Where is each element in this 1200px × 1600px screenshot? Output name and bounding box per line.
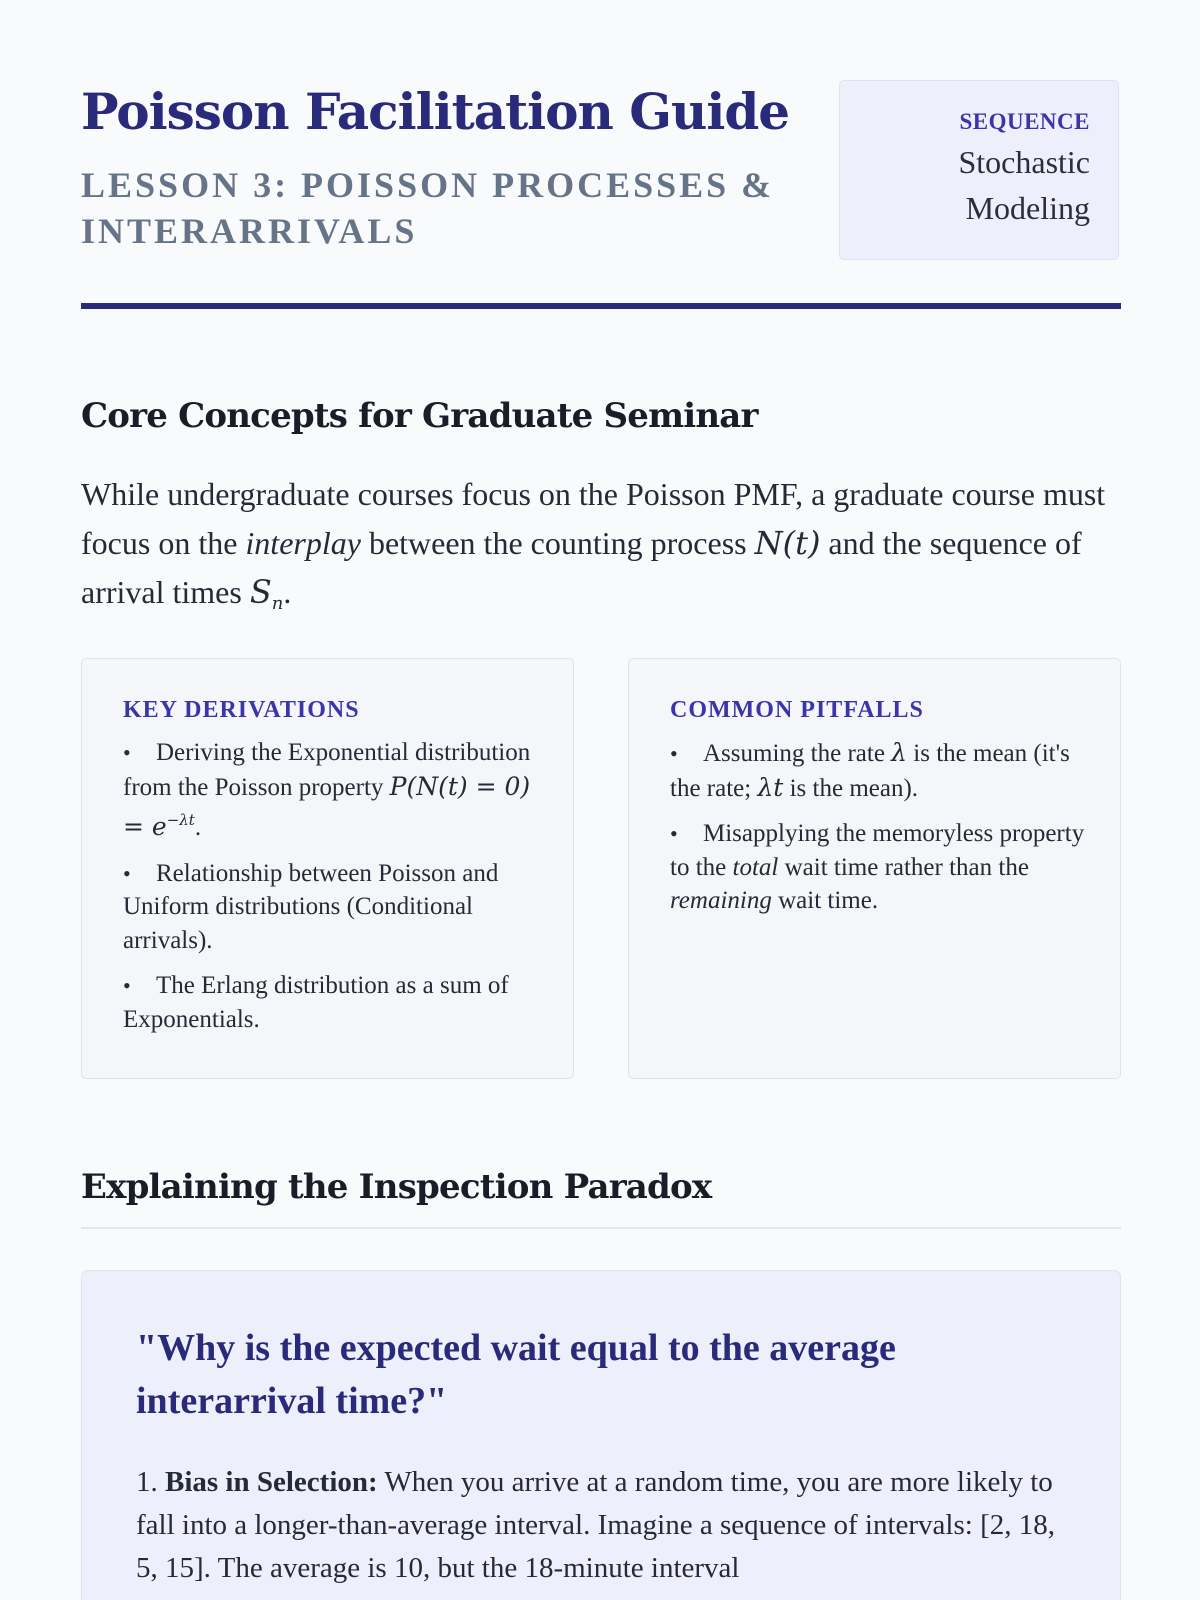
bullet-icon: • (670, 821, 678, 846)
pitfall-text: is the mean (it's the rate; (670, 740, 1070, 802)
intro-emphasis: interplay (245, 525, 361, 561)
key-derivations-card (81, 658, 574, 1079)
core-concepts-intro (81, 470, 1121, 628)
point-number: 1. (136, 1466, 158, 1498)
arrival-times-base: S (249, 573, 272, 611)
inspection-paradox-heading: Explaining the Inspection Paradox (81, 1167, 712, 1207)
list-item (670, 736, 1090, 805)
pitfall-emphasis: remaining (670, 887, 772, 914)
common-pitfalls-heading: COMMON PITFALLS (670, 697, 924, 723)
intro-text-3: and the sequence of arrival times (81, 525, 1082, 610)
core-concepts-heading: Core Concepts for Graduate Seminar (81, 396, 758, 436)
arrival-times-subscript: n (271, 593, 284, 614)
derivation-text: Relationship between Poisson and Uniform distributions (Conditional arrivals). (123, 859, 499, 954)
pitfall-text: wait time. (771, 887, 879, 914)
sequence-label: SEQUENCE (959, 109, 1090, 134)
page-title: Poisson Facilitation Guide (81, 82, 790, 141)
list-item (670, 817, 1090, 918)
intro-text-1: While undergraduate courses focus on the Poisson PMF, a graduate course must focus on the (81, 476, 1106, 561)
bullet-icon: • (123, 860, 131, 886)
zero-arrival-math: P(N(t) = 0) = e (123, 771, 531, 841)
pitfall-text: Assuming the rate (703, 740, 892, 767)
lesson-subtitle: LESSON 3: POISSON PROCESSES & INTERARRIVALS (81, 165, 775, 251)
zero-arrival-exponent: −λt (166, 811, 195, 829)
key-derivations-heading: KEY DERIVATIONS (123, 697, 360, 723)
point-text: When you arrive at a random time, you are more likely to fall into a longer-than-average interval. Imagine a sequence of intervals: [2, 18, 5, 15]. The average is 10, but the 18-minute interval (136, 1466, 1055, 1584)
list-item (123, 736, 543, 845)
list-item (123, 969, 543, 1036)
page (81, 0, 1121, 1600)
bullet-icon: • (123, 973, 131, 998)
key-derivations-list (123, 736, 543, 1036)
derivation-text: The Erlang distribution as a sum of Exponentials. (123, 972, 509, 1033)
arrival-times-math (249, 573, 284, 614)
sequence-value: Stochastic Modeling (958, 144, 1090, 226)
pitfall-text: wait time rather than the (778, 853, 1029, 881)
counting-process-math: N(t) (754, 524, 821, 562)
mean-math: λt (757, 772, 784, 802)
pitfall-text: Misapplying the memoryless property to the (670, 820, 1085, 881)
sequence-box (839, 80, 1119, 260)
intro-text-4: . (283, 574, 292, 610)
common-pitfalls-list (670, 736, 1090, 918)
derivation-text: Deriving the Exponential distribution from the Poisson property (123, 739, 531, 801)
bullet-icon: • (123, 740, 131, 765)
inspection-paradox-box (81, 1270, 1121, 1600)
pitfall-text: is the mean). (783, 774, 919, 802)
intro-text-2: between the counting process (360, 525, 755, 561)
section-divider (81, 1227, 1121, 1229)
pitfall-emphasis: total (732, 853, 779, 881)
list-item (123, 857, 543, 958)
bullet-icon: • (670, 741, 678, 766)
header-divider (81, 303, 1121, 309)
paradox-point-1 (136, 1461, 1066, 1590)
common-pitfalls-card (628, 658, 1121, 1079)
paradox-question: "Why is the expected wait equal to the average interarrival time?" (136, 1327, 896, 1422)
derivation-tail: . (194, 814, 202, 841)
header (81, 78, 1121, 308)
point-label: Bias in Selection: (165, 1466, 378, 1498)
rate-math: λ (891, 738, 908, 767)
